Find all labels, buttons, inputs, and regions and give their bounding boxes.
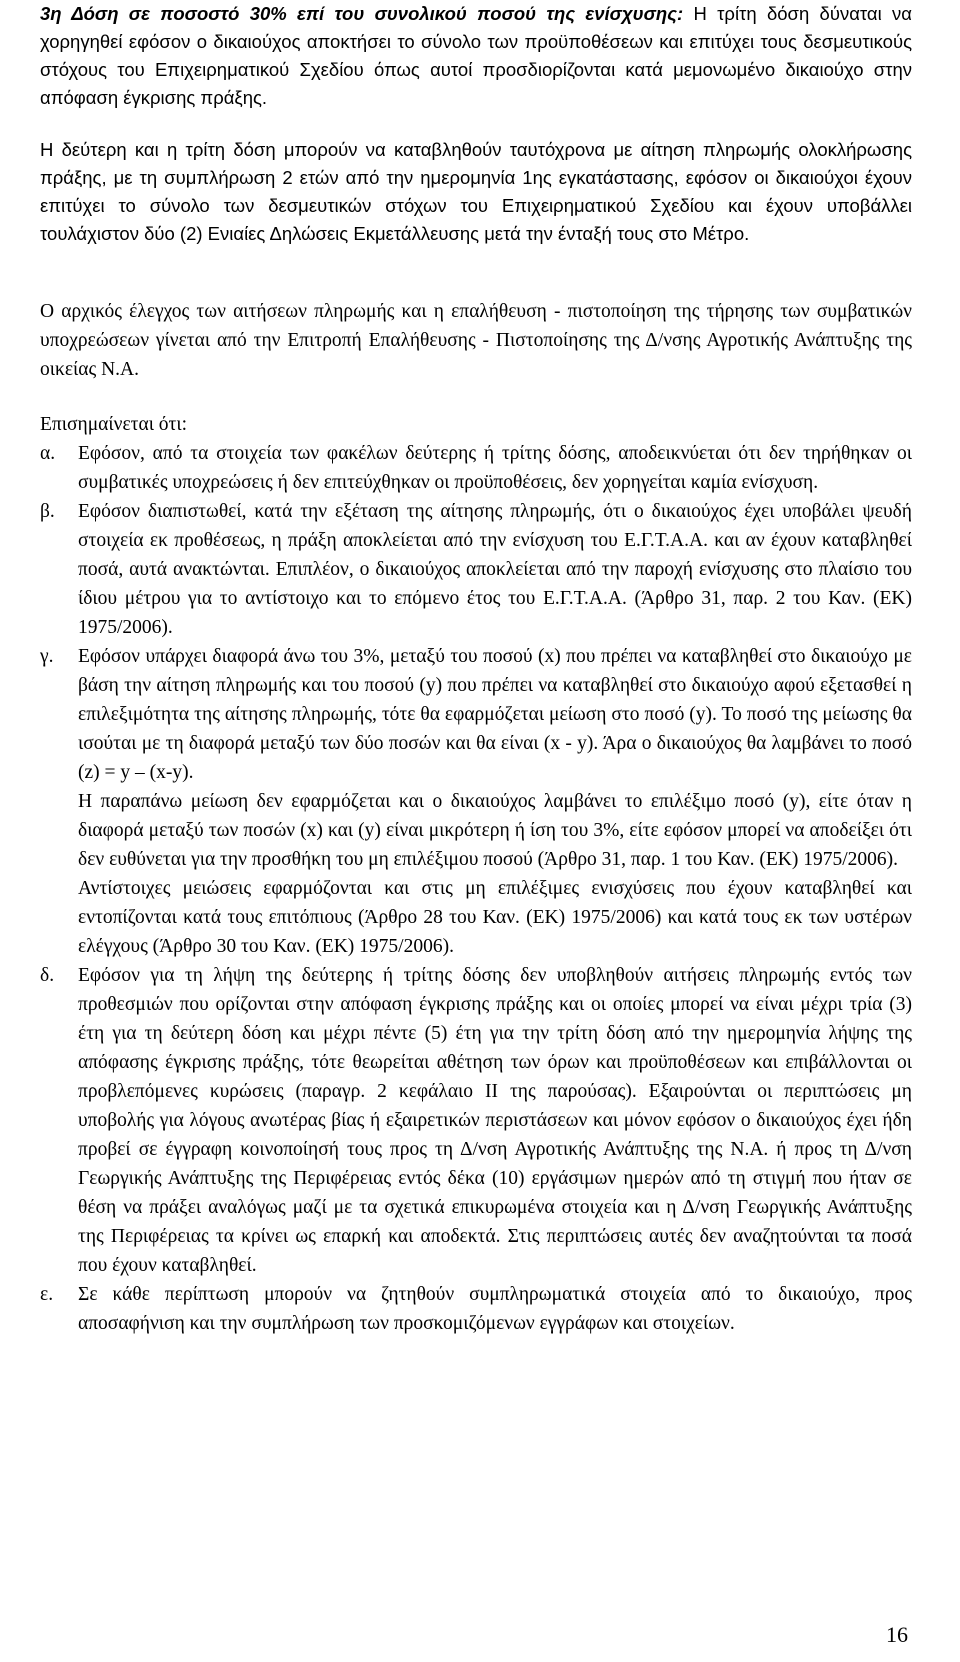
second-third-installment-paragraph — [40, 136, 912, 248]
list-item — [40, 1280, 912, 1338]
list-item-paragraph: Η παραπάνω μείωση δεν εφαρμόζεται και ο δικαιούχος λαμβάνει το επιλέξιμο ποσό (y), είτε όταν η διαφορά μεταξύ των ποσών (x) και (y) είναι μικρότερη ή ίση του 3%, είτε εφόσον μπορεί να αποδείξει ότι δεν ευθύνεται για την προσθήκη του μη επιλέξιμου ποσού (Άρθρο 31, παρ. 1 του Καν. (ΕΚ) 1975/2006). — [78, 791, 912, 870]
list-item — [40, 439, 912, 497]
list-item-paragraph: Εφόσον διαπιστωθεί, κατά την εξέταση της αίτησης πληρωμής, ότι ο δικαιούχος έχει υποβάλει ψευδή στοιχεία εκ προθέσεως, η πράξη αποκλείεται από την ενίσχυση του Ε.Γ.Τ.Α.Α. και αν έχουν καταβληθεί ποσά, αυτά ανακτώνται. Επιπλέον, ο δικαιούχος αποκλείεται από την παροχή ενίσχυσης στο πλαίσιο του ίδιου μέτρου για το αντίστοιχο και το επόμενο έτος του Ε.Γ.Τ.Α.Α. (Άρθρο 31, παρ. 2 του Καν. (ΕΚ) 1975/2006). — [78, 501, 912, 638]
paragraph-text: Η δεύτερη και η τρίτη δόση μπορούν να καταβληθούν ταυτόχρονα με αίτηση πληρωμής ολοκλήρωσης πράξης, με τη συμπλήρωση 2 ετών από την ημερομηνία 1ης εγκατάστασης, εφόσον οι δικαιούχοι έχουν επιτύχει το σύνολο των δεσμευτικών στόχων του Επιχειρηματικού Σχεδίου και έχουν υποβάλλει τουλάχιστον δύο (2) Ενιαίες Δηλώσεις Εκμετάλλευσης μετά την ένταξή τους στο Μέτρο. — [40, 139, 912, 244]
notes-list — [40, 439, 912, 1338]
note-label: Επισημαίνεται ότι: — [40, 414, 188, 435]
list-item-paragraph: Εφόσον, από τα στοιχεία των φακέλων δεύτερης ή τρίτης δόσης, αποδεικνύεται ότι δεν τηρήθηκαν οι συμβατικές υποχρεώσεις ή δεν επιτεύχθηκαν οι προϋποθέσεις, δεν χορηγείται καμία ενίσχυση. — [78, 443, 912, 493]
list-item-paragraph: Εφόσον για τη λήψη της δεύτερης ή τρίτης δόσης δεν υποβληθούν αιτήσεις πληρωμής εντός των προθεσμιών που ορίζονται στην απόφαση έγκρισης πράξης και οι οποίες μπορεί να είναι μέχρι τρία (3) έτη για τη δεύτερη δόση και μέχρι πέντε (5) έτη για την τρίτη δόση από την ημερομηνία λήψης της απόφασης έγκρισης πράξης, τότε θεωρείται αθέτηση των όρων και προϋποθέσεων και επιβάλλονται οι προβλεπόμενες κυρώσεις (παραγρ. 2 κεφάλαιο ΙΙ της παρούσας). Εξαιρούνται οι περιπτώσεις μη υποβολής για λόγους ανωτέρας βίας ή εξαιρετικών περιστάσεων και μόνον εφόσον ο δικαιούχος έχει ήδη προβεί σε έγγραφη κοινοποίησή τους προς τη Δ/νση Αγροτικής Ανάπτυξης της Ν.Α. ή προς τη Δ/νση Γεωργικής Ανάπτυξης της Περιφέρειας εντός δέκα (10) εργάσιμων ημερών από τη στιγμή που ήταν σε θέση να πράξει αναλόγως μαζί με τα σχετικά επικυρωμένα στοιχεία και η Δ/νση Γεωργικής Ανάπτυξης της Περιφέρειας τα κρίνει ως επαρκή και αποδεκτά. Στις περιπτώσεις αυτές δεν αναζητούνται τα ποσά που έχουν καταβληθεί. — [78, 965, 912, 1276]
list-item — [40, 961, 912, 1280]
intro-text — [40, 0, 912, 112]
intro-paragraph — [40, 0, 912, 112]
list-item-paragraph: Αντίστοιχες μειώσεις εφαρμόζονται και στις μη επιλέξιμες ενισχύσεις που έχουν καταβληθεί και εντοπίζονται κατά τους επιτόπιους (Άρθρο 28 του Καν. (ΕΚ) 1975/2006) και κατά τους εκ των υστέρων ελέγχους (Άρθρο 30 του Καν. (ΕΚ) 1975/2006). — [78, 878, 912, 957]
list-item-marker: α. — [40, 443, 56, 464]
list-item-marker: γ. — [40, 646, 54, 667]
list-item-body — [78, 439, 912, 497]
list-item-paragraph: Εφόσον υπάρχει διαφορά άνω του 3%, μεταξύ του ποσού (x) που πρέπει να καταβληθεί στο δικαιούχο με βάση την αίτηση πληρωμής και του ποσού (y) που πρέπει να καταβληθεί στο δικαιούχο αφού εξετασθεί η επιλεξιμότητα της αίτησης πληρωμής, τότε θα εφαρμόζεται μείωση στο ποσό (y). Το ποσό της μείωσης θα ισούται με τη διαφορά μεταξύ των δύο ποσών και θα είναι (x - y). Άρα ο δικαιούχος θα λαμβάνει το ποσό (z) = y – (x-y). — [78, 646, 912, 783]
list-item — [40, 642, 912, 961]
list-item-body — [78, 961, 912, 1280]
list-item-marker: ε. — [40, 1284, 54, 1305]
page-number: 16 — [886, 1622, 908, 1647]
list-item-marker: δ. — [40, 965, 55, 986]
list-item-body — [78, 1280, 912, 1338]
paragraph-text: Ο αρχικός έλεγχος των αιτήσεων πληρωμής και η επαλήθευση - πιστοποίηση της τήρησης των συμβατικών υποχρεώσεων γίνεται από την Επιτροπή Επαλήθευσης - Πιστοποίησης της Δ/νσης Αγροτικής Ανάπτυξης της οικείας Ν.Α. — [40, 301, 912, 380]
intro-lead: 3η Δόση σε ποσοστό 30% επί του συνολικού ποσού της ενίσχυσης: — [40, 3, 684, 24]
verification-paragraph — [40, 297, 912, 384]
list-item — [40, 497, 912, 642]
list-item-body — [78, 497, 912, 642]
list-item-body — [78, 642, 912, 961]
list-item-marker: β. — [40, 501, 55, 522]
list-item-paragraph: Σε κάθε περίπτωση μπορούν να ζητηθούν συμπληρωματικά στοιχεία από το δικαιούχο, προς αποσαφήνιση και την συμπλήρωση των προσκομιζόμενων εγγράφων και στοιχείων. — [78, 1284, 912, 1334]
intro-body: Η τρίτη δόση δύναται να χορηγηθεί εφόσον ο δικαιούχος αποκτήσει το σύνολο των προϋποθέσεων και επιτύχει τους δεσμευτικούς στόχους του Επιχειρηματικού Σχεδίου όπως αυτοί προσδιορίζονται κατά μεμονωμένο δικαιούχο στην απόφαση έγκρισης πράξης. — [40, 3, 912, 108]
